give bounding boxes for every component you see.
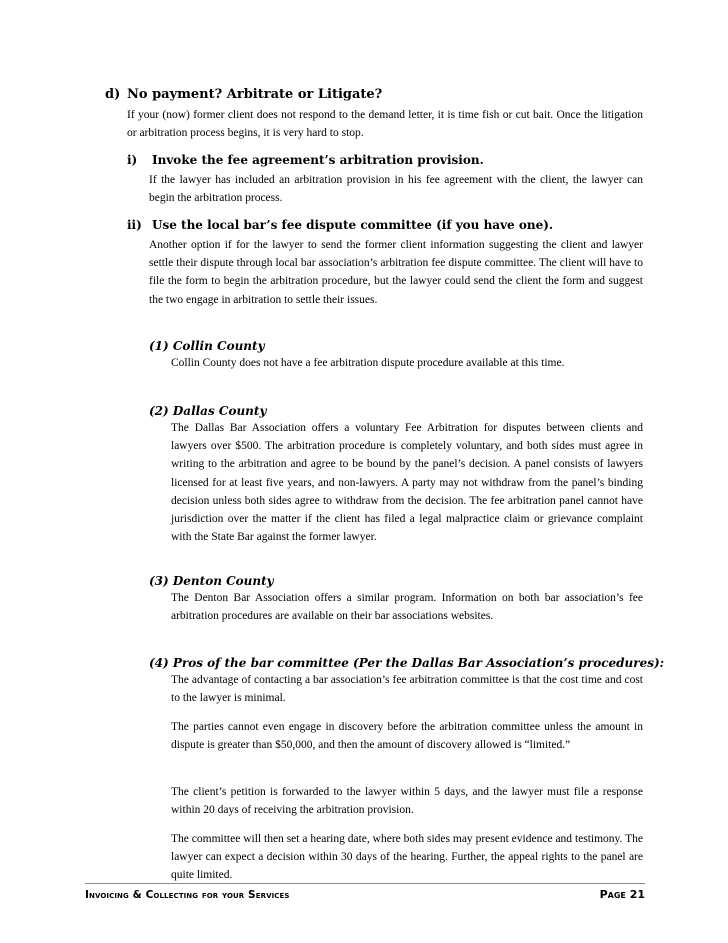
page-number: Page 21 bbox=[599, 888, 645, 901]
sub4-paragraph: The advantage of contacting a bar association’s fee arbitration committee is that the cost time and cost to the lawyer is minimal. bbox=[171, 674, 643, 705]
sub3-heading: (3) Denton County bbox=[149, 574, 274, 588]
sub4-paragraph: The client’s petition is forwarded to the lawyer within 5 days, and the lawyer must file a response within 20 days of receiving the arbitration provision. bbox=[171, 786, 643, 817]
section-d-heading bbox=[105, 86, 645, 104]
sub4-paragraph: The committee will then set a hearing date, where both sides may present evidence and testimony. The lawyer can expect a decision within 30 days of the hearing. Further, the appeal rights to the panel are quite limited. bbox=[171, 833, 643, 882]
sub3-body: The Denton Bar Association offers a similar program. Information on both bar association’s fee arbitration procedures are available on their bar associations websites. bbox=[171, 592, 643, 623]
sub4-heading: (4) Pros of the bar committee (Per the Dallas Bar Association’s procedures): bbox=[149, 656, 665, 670]
sub1-body: Collin County does not have a fee arbitration dispute procedure available at this time. bbox=[171, 357, 565, 369]
item-ii-heading bbox=[127, 216, 647, 234]
item-ii-body: Another option if for the lawyer to send the former client information suggesting the client and lawyer settle their dispute through local bar association’s arbitration fee dispute committee. The client will have to file the form to begin the arbitration procedure, but the lawyer could send the client the form and suggest the two engage in arbitration to settle their issues. bbox=[149, 239, 643, 306]
item-ii-marker: ii) bbox=[127, 218, 142, 232]
section-d-title: No payment? Arbitrate or Litigate? bbox=[127, 87, 383, 102]
item-ii-title: Use the local bar’s fee dispute committee (if you have one). bbox=[152, 218, 554, 232]
sub2-body: The Dallas Bar Association offers a voluntary Fee Arbitration for disputes between clients and lawyers over $500. The arbitration procedure is completely voluntary, and both sides must agree in writing to the arbitration and agree to be bound by the panel’s decision. A panel consists of lawyers licensed for at least five years, and non-lawyers. A party may not withdraw from the panel’s binding decision unless both sides agree to withdraw from the decision. The fee arbitration panel cannot have jurisdiction over the matter if the client has filed a legal malpractice claim or grievance complaint with the State Bar against the former lawyer. bbox=[171, 422, 643, 544]
item-i-title: Invoke the fee agreement’s arbitration provision. bbox=[152, 153, 484, 167]
sub2-heading: (2) Dallas County bbox=[149, 404, 267, 418]
sub4-paragraph: The parties cannot even engage in discovery before the arbitration committee unless the amount in dispute is greater than $50,000, and then the amount of discovery allowed is “limited.” bbox=[171, 721, 643, 752]
item-i-marker: i) bbox=[127, 153, 138, 167]
item-i-heading bbox=[127, 151, 647, 169]
footer-divider bbox=[85, 883, 645, 884]
sub1-heading: (1) Collin County bbox=[149, 339, 265, 353]
section-d-marker: d) bbox=[105, 87, 121, 102]
item-i-body: If the lawyer has included an arbitration provision in his fee agreement with the client, the lawyer can begin the arbitration process. bbox=[149, 174, 643, 205]
footer-title: Invoicing & Collecting for your Services bbox=[85, 889, 290, 901]
section-d-intro: If your (now) former client does not respond to the demand letter, it is time fish or cut bait. Once the litigation or arbitration process begins, it is very hard to stop. bbox=[127, 109, 643, 140]
